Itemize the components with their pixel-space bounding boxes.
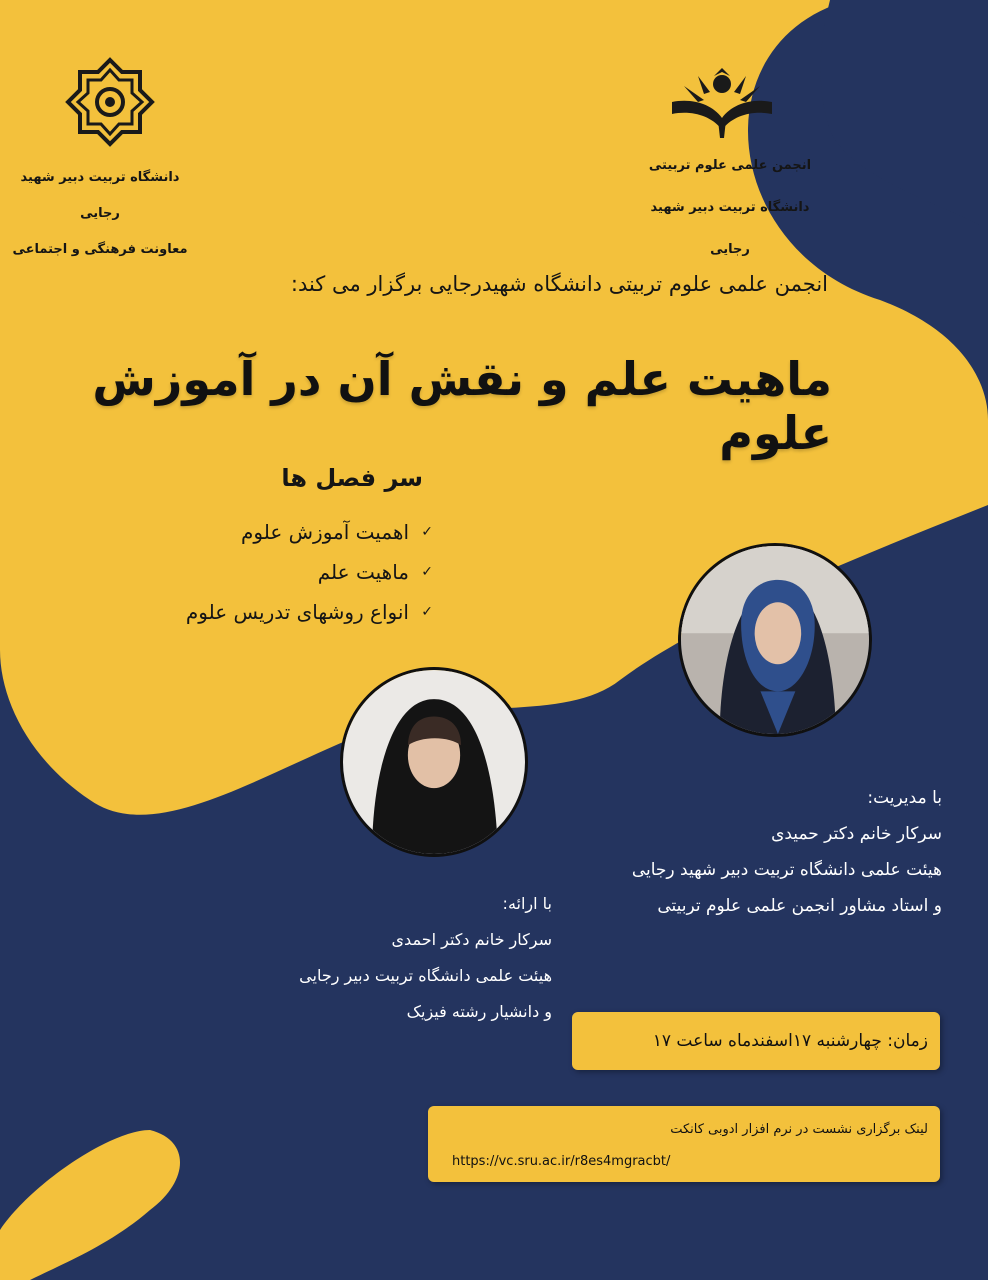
check-mark-icon: ✓ [421,604,433,620]
moderator-name: سرکار خانم دکتر حمیدی [771,824,942,844]
moderator-portrait-icon [681,546,869,734]
presenter-name: سرکار خانم دکتر احمدی [391,930,552,949]
list-item [186,592,433,632]
presenter-label: با ارائه: [502,894,552,913]
society-block [630,145,830,271]
presenter-line1: هیئت علمی دانشگاه تربیت دبیر رجایی [299,966,552,985]
open-book-logo-icon [668,62,776,140]
moderator-line1: هیئت علمی دانشگاه تربیت دبیر شهید رجایی [631,860,942,880]
event-title: ماهیت علم و نقش آن در آموزش علوم [92,352,832,460]
presenter-block [132,886,552,1030]
moderator-photo [678,543,872,737]
check-mark-icon: ✓ [421,564,433,580]
presenter-line2: و دانشیار رشته فیزیک [406,1002,552,1021]
society-logo [668,62,776,140]
intro-text: انجمن علمی علوم تربیتی دانشگاه شهیدرجایی برگزار می کند: [290,272,828,296]
university-name: دانشگاه تربیت دبیر شهید رجایی [20,170,180,221]
list-item [186,512,433,552]
presenter-portrait-icon [343,670,525,854]
topic-label: اهمیت آموزش علوم [241,520,409,544]
moderator-line2: و استاد مشاور انجمن علمی علوم تربیتی [657,896,942,916]
university-block [0,160,200,268]
event-time-box [572,1012,940,1070]
topics-list [186,512,433,632]
list-item [186,552,433,592]
topic-label: انواع روشهای تدریس علوم [185,600,409,624]
topics-heading: سر فصل ها [281,464,423,492]
meeting-link-box [428,1106,940,1182]
star-rosette-logo-icon [58,56,162,148]
check-mark-icon: ✓ [421,524,433,540]
moderator-label: با مدیریت: [867,788,942,808]
moderator-block [522,780,942,924]
topic-label: ماهیت علم [317,560,409,584]
meeting-link-label: لینک برگزاری نشست در نرم افزار ادوبی کانکت [670,1122,928,1137]
university-department: معاونت فرهنگی و اجتماعی [12,242,188,257]
presenter-photo [340,667,528,857]
society-name: انجمن علمی علوم تربیتی [648,158,812,173]
university-logo [58,56,162,148]
event-time: زمان: چهارشنبه ۱۷اسفندماه ساعت ۱۷ [652,1031,928,1051]
meeting-link-url[interactable]: https://vc.sru.ac.ir/r8es4mgracbt/ [452,1154,671,1169]
society-university: دانشگاه تربیت دبیر شهید رجایی [650,200,810,257]
